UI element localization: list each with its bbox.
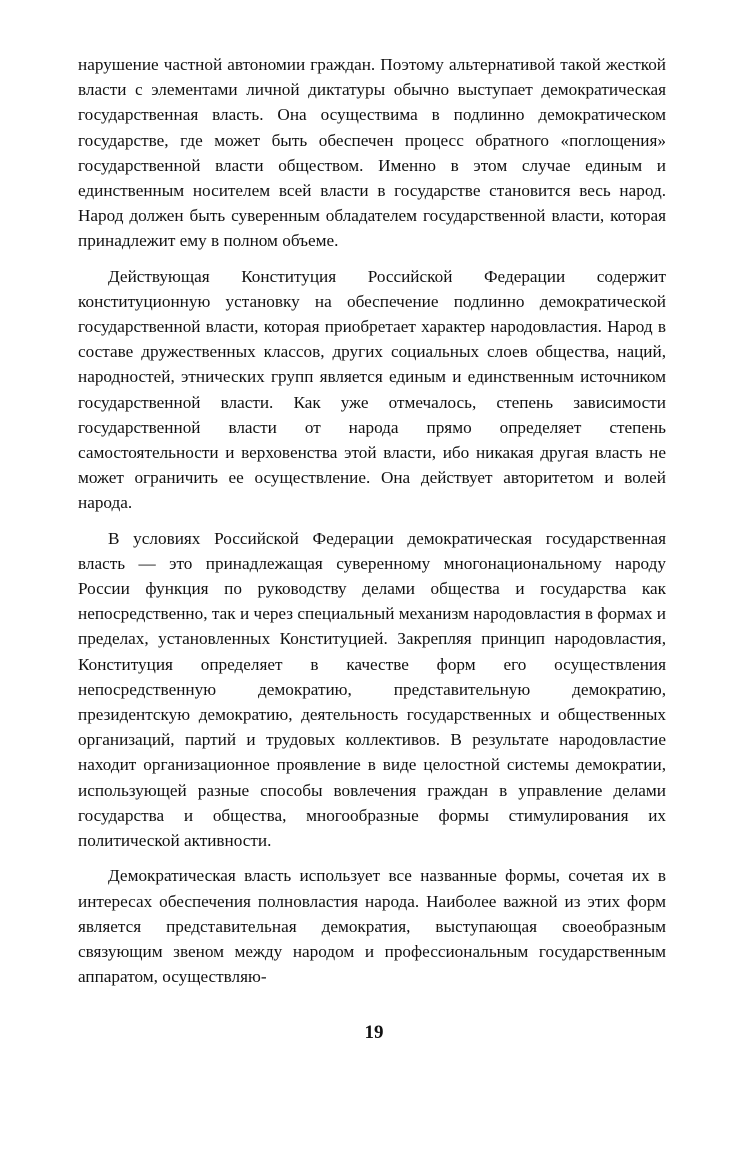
paragraph-4: Демократическая власть использует все названные формы, сочетая их в интересах обеспечения полновластия народа. Наиболее важной из этих форм является представительная демократия, выступающая своеобразным связующим звеном между народом и профессиональным государственным аппаратом, осуществляю- — [78, 866, 666, 987]
paragraph-2: Действующая Конституция Российской Федерации содержит конституционную установку на обеспечение подлинно демократической государственной власти, которая приобретает характер народовластия. Народ в составе дружественных классов, других социальных слоев общества, наций, народностей, этнических групп является единым и единственным источником государственной власти. Как уже отмечалось, степень зависимости государственной власти от народа прямо определяет степень самостоятельности и верховенства этой власти, ибо никакая другая власть не может ограничить ее осуществление. Она действует авторитетом и волей народа. — [78, 266, 666, 513]
paragraph-3: В условиях Российской Федерации демократическая государственная власть — это принадлежащая суверенному многонациональному народу России функция по руководству делами общества и государства как непосредственно, так и через специальный механизм народовластия в формах и пределах, установленных Конституцией. Закрепляя принцип народовластия, Конституция определяет в качестве форм его осуществления непосредственную демократию, представительную демократию, президентскую демократию, деятельность государственных и общественных организаций, партий и трудовых коллективов. В результате народовластие находит организационное проявление в виде целостной системы демократии, использующей разные способы вовлечения граждан в управление делами государства и общества, многообразные формы стимулирования их политической активности. — [78, 528, 666, 851]
page-body — [78, 52, 666, 989]
paragraph-1: нарушение частной автономии граждан. Поэтому альтернативой такой жесткой власти с элементами личной диктатуры обычно выступает демократическая государственная власть. Она осуществима в подлинно демократическом государстве, где может быть обеспечен процесс обратного «поглощения» государственной власти обществом. Именно в этом случае единым и единственным носителем всей власти в государстве становится весь народ. Народ должен быть суверенным обладателем государственной власти, которая принадлежит ему в полном объеме. — [78, 55, 666, 251]
page-number: 19 — [364, 1022, 384, 1043]
